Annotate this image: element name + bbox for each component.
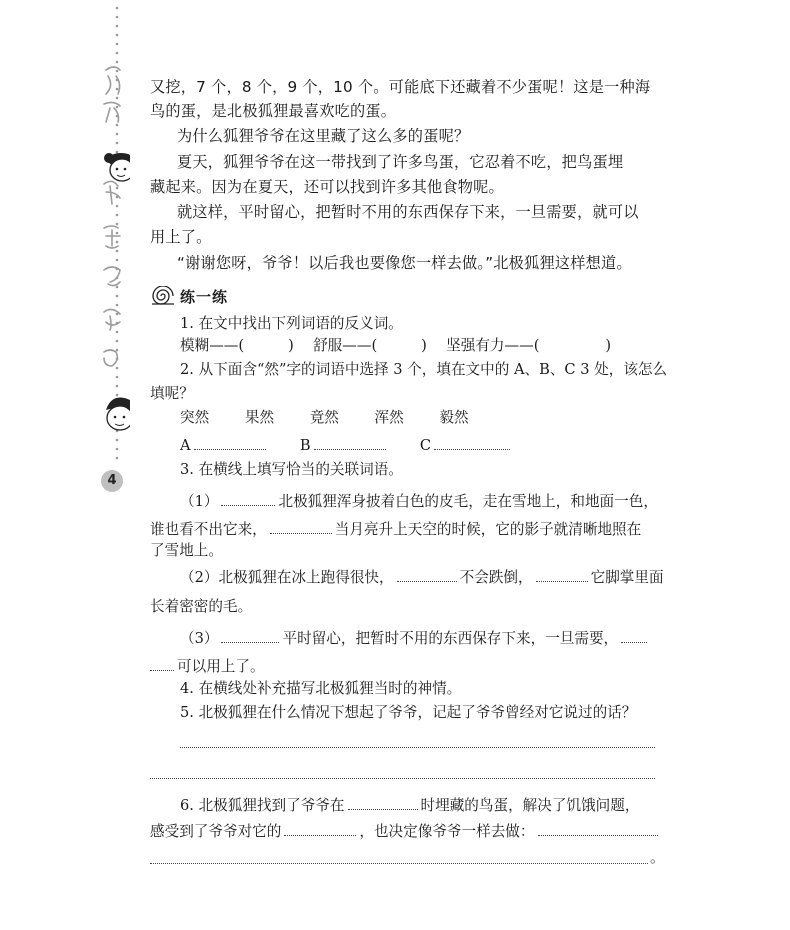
word-option: 突然 (180, 409, 210, 426)
q3-part-1-line-3: 了雪地上。 (150, 542, 223, 559)
q3-part-1-text: 北极狐狸浑身披着白色的皮毛，走在雪地上，和地面一色， (278, 493, 658, 510)
q3-part-3-text-2: 可以用上了。 (177, 658, 265, 675)
q2-word-bank (180, 408, 500, 428)
q6-end-period: 。 (650, 849, 665, 866)
q1-item-1-close: ) (288, 337, 294, 354)
q3-blank-2[interactable] (270, 518, 332, 534)
q2-prompt-line-2: 填呢？ (150, 385, 194, 402)
q6-line-1 (180, 794, 639, 816)
q3-part-1-text-3: 当月亮升上天空的时候，它的影子就清晰地照在 (334, 521, 642, 538)
word-option: 毅然 (439, 409, 469, 426)
q6-line-2 (150, 820, 661, 842)
q1-prompt: 1. 在文中找出下列词语的反义词。 (180, 315, 403, 332)
q2-prompt-line-1: 2. 从下面含“然”字的词语中选择 3 个，填在文中的 A、B、C 3 处，该怎么 (180, 361, 668, 378)
q3-part-1-line-1 (180, 490, 658, 512)
q4-prompt: 4. 在横线处补充描写北极狐狸当时的神情。 (180, 680, 462, 697)
q3-part-2-text-3: 它脚掌里面 (590, 569, 664, 586)
q1-item-1-label: 模糊——( (180, 337, 245, 354)
q3-blank-7[interactable] (150, 655, 174, 671)
page-number: 4 (101, 470, 123, 492)
slot-a-blank[interactable] (194, 434, 266, 450)
story-line-5: 藏起来。因为在夏天，还可以找到许多其他食物呢。 (150, 178, 504, 196)
q3-blank-3[interactable] (397, 566, 457, 582)
practice-section-title (150, 284, 228, 308)
story-line-7: 用上了。 (150, 228, 212, 246)
word-option: 竟然 (309, 409, 339, 426)
q5-answer-line-1[interactable] (180, 746, 655, 748)
slot-a-label: A (180, 437, 191, 454)
q1-items (180, 336, 611, 356)
q3-part-2-line-1 (180, 566, 664, 588)
q3-part-1-number: （1） (180, 493, 219, 510)
slot-c-label: C (419, 437, 432, 454)
dotted-spine (116, 7, 119, 460)
slot-b-label: B (299, 437, 311, 454)
q5-answer-line-2[interactable] (150, 777, 655, 779)
q6-text-1: 6. 北极狐狸找到了爷爷在 (180, 797, 345, 814)
outline-lettering (104, 67, 120, 366)
q6-text-3: 感受到了爷爷对它的 (150, 823, 282, 840)
slot-c-blank[interactable] (434, 434, 510, 450)
q3-blank-6[interactable] (621, 627, 647, 643)
word-option: 浑然 (374, 409, 404, 426)
q3-part-2-text: （2）北极狐狸在冰上跑得很快， (180, 569, 394, 586)
q5-prompt: 5. 北极狐狸在什么情况下想起了爷爷，记起了爷爷曾经对它说过的话？ (180, 704, 637, 721)
q3-part-3-line-2 (150, 655, 265, 677)
story-line-1: 又挖，7 个，8 个，9 个，10 个。可能底下还藏着不少蛋呢！这是一种海 (150, 78, 651, 96)
q1-item-3-close: ) (605, 337, 612, 354)
q6-text-2: 时埋藏的鸟蛋，解决了饥饿问题， (420, 797, 640, 814)
story-line-3: 为什么狐狸爷爷在这里藏了这么多的蛋呢？ (177, 127, 470, 145)
boy-cartoon-icon (106, 398, 130, 430)
q3-part-1-line-2 (150, 518, 641, 540)
story-line-8: “谢谢您呀，爷爷！以后我也要像您一样去做。”北极狐狸这样想道。 (177, 254, 632, 272)
q1-item-3-label: 坚强有力——( (446, 337, 540, 354)
q6-text-4: ，也决定像爷爷一样去做： (359, 823, 535, 840)
q3-part-3-text: 平时留心，把暂时不用的东西保存下来，一旦需要， (282, 630, 619, 647)
q2-answer-slots (180, 434, 513, 456)
q3-part-3-line-1 (180, 627, 650, 649)
q1-item-2-close: ) (421, 337, 427, 354)
q3-blank-1[interactable] (221, 490, 275, 506)
q6-blank-3[interactable] (538, 820, 658, 836)
story-line-2: 鸟的蛋，是北极狐狸最喜欢吃的蛋。 (150, 102, 397, 120)
word-option: 果然 (244, 409, 275, 426)
section-title-text: 练一练 (180, 287, 229, 306)
q6-answer-line[interactable] (150, 862, 648, 864)
q3-part-3-number: （3） (180, 630, 219, 647)
q3-part-1-text-2: 谁也看不出它来， (150, 521, 267, 538)
q1-item-2-label: 舒服——( (313, 337, 378, 354)
slot-b-blank[interactable] (314, 434, 386, 450)
q3-part-2-text-2: 不会跌倒， (459, 569, 533, 586)
q3-blank-5[interactable] (221, 627, 279, 643)
margin-decoration (0, 0, 130, 930)
q6-blank-2[interactable] (284, 820, 356, 836)
story-line-6: 就这样，平时留心，把暂时不用的东西保存下来，一旦需要，就可以 (177, 203, 639, 221)
q3-part-2-line-2: 长着密密的毛。 (150, 598, 253, 615)
girl-cartoon-icon (104, 153, 130, 181)
story-line-4: 夏天，狐狸爷爷在这一带找到了许多鸟蛋，它忍着不吃，把鸟蛋埋 (177, 153, 624, 171)
spiral-icon (150, 286, 176, 306)
q3-blank-4[interactable] (536, 566, 588, 582)
q6-blank-1[interactable] (348, 794, 418, 810)
q3-prompt: 3. 在横线上填写恰当的关联词语。 (180, 461, 403, 478)
